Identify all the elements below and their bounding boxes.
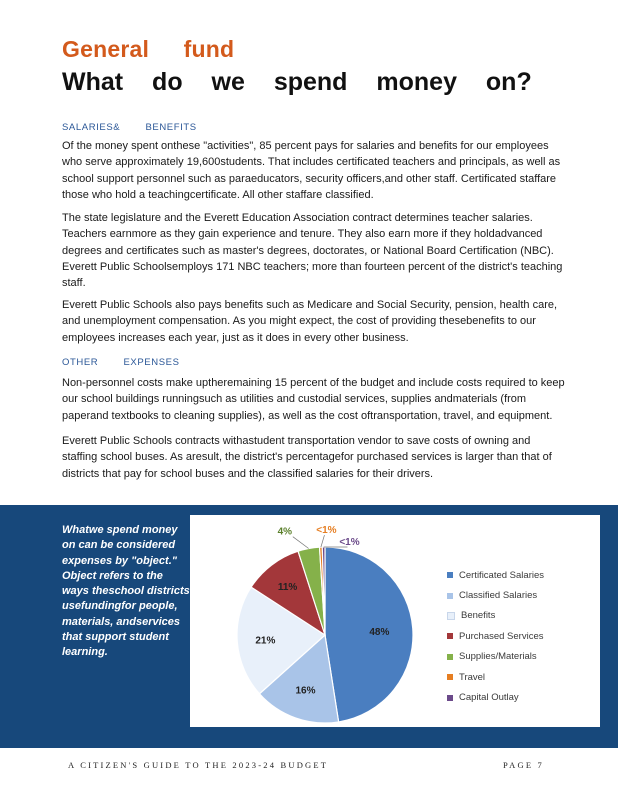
- chart-caption: Whatwe spend money on can be considered expenses by "object." Object refers to the ways theschool districts usefundingfor people, materials, andservices that support student learning.: [62, 524, 190, 659]
- legend-label: Purchased Services: [459, 630, 544, 642]
- legend-item-capital-outlay: [447, 687, 544, 707]
- page-subtitle: What do we spend money on?: [62, 68, 532, 96]
- page-title: General fund: [62, 36, 235, 62]
- legend-swatch: [447, 654, 453, 660]
- data-label-capital-outlay: <1%: [339, 537, 360, 549]
- legend-swatch: [447, 593, 453, 599]
- legend-label: Classified Salaries: [459, 590, 538, 602]
- data-label-certificated-salaries: 48%: [369, 626, 390, 638]
- legend-item-travel: [447, 667, 544, 687]
- legend-item-supplies-materials: [447, 647, 544, 667]
- data-label-benefits: 21%: [255, 635, 276, 647]
- footer-title: A CITIZEN'S GUIDE TO THE 2023-24 BUDGET: [68, 760, 329, 770]
- legend-label: Travel: [459, 671, 486, 683]
- legend-swatch: [447, 633, 453, 639]
- legend-label: Benefits: [461, 610, 496, 622]
- leader-line: [293, 537, 309, 549]
- legend-item-benefits: [447, 606, 544, 626]
- paragraph: Everett Public Schools contracts withastudent transportation vendor to save costs of owning and staffing school buses. As aresult, the district's percentagefor purchased services is larger than that of districts that pay for school buses and the classified salaries for their drivers.: [62, 435, 552, 480]
- legend-item-classified-salaries: [447, 585, 544, 605]
- data-label-travel: <1%: [316, 525, 337, 537]
- legend-swatch: [447, 674, 453, 680]
- legend-label: Certificated Salaries: [459, 569, 545, 581]
- section-heading-salaries: SALARIES& BENEFITS: [62, 122, 197, 133]
- data-label-classified-salaries: 16%: [295, 685, 316, 697]
- legend-label: Supplies/Materials: [459, 651, 537, 663]
- legend-item-purchased-services: [447, 626, 544, 646]
- paragraph: The state legislature and the Everett Education Association contract determines teacher salaries. Teachers earnmore as they gain experience and tenure. They also earn more if they holdadvanced degrees and certificates such as master's degrees, doctorates, or National Board Certification (NBC). Everett Public Schoolsemploys 171 NBC teachers; more than fourteen percent of the district's teaching staff.: [62, 212, 563, 290]
- chart-legend: [447, 565, 544, 708]
- legend-label: Capital Outlay: [459, 692, 519, 704]
- data-label-purchased-services: 11%: [277, 582, 298, 594]
- paragraph: Everett Public Schools also pays benefits such as Medicare and Social Security, pension, health care, and unemployment compensation. As you might expect, the cost of providing thesebenefits to our employees increases each year, just as it does in every other business.: [62, 299, 558, 344]
- page-number: PAGE 7: [503, 760, 544, 770]
- legend-swatch: [447, 612, 455, 620]
- legend-swatch: [447, 572, 453, 578]
- paragraph: Non-personnel costs make uptheremaining 15 percent of the budget and include costs required to keep our school buildings runningsuch as utilities and custodial services, supplies andmaterials (from paperand textbooks to cleaning supplies), as well as the cost oftransportation, travel, and equipment.: [62, 377, 565, 422]
- section-heading-other-expenses: OTHER EXPENSES: [62, 357, 180, 368]
- leader-line: [321, 535, 325, 547]
- pie-chart: [190, 515, 600, 727]
- legend-swatch: [447, 695, 453, 701]
- legend-item-certificated-salaries: [447, 565, 544, 585]
- data-label-supplies-materials: 4%: [277, 526, 293, 538]
- paragraph: Of the money spent onthese "activities", 85 percent pays for salaries and benefits for our employees who serve approximately 19,600students. That includes certificated teachers and principals, as well as school support personnel such as paraeducators, security officers,and other staff. Certificated staffare those who hold a teachingcertificate. All other staffare classified.: [62, 140, 561, 201]
